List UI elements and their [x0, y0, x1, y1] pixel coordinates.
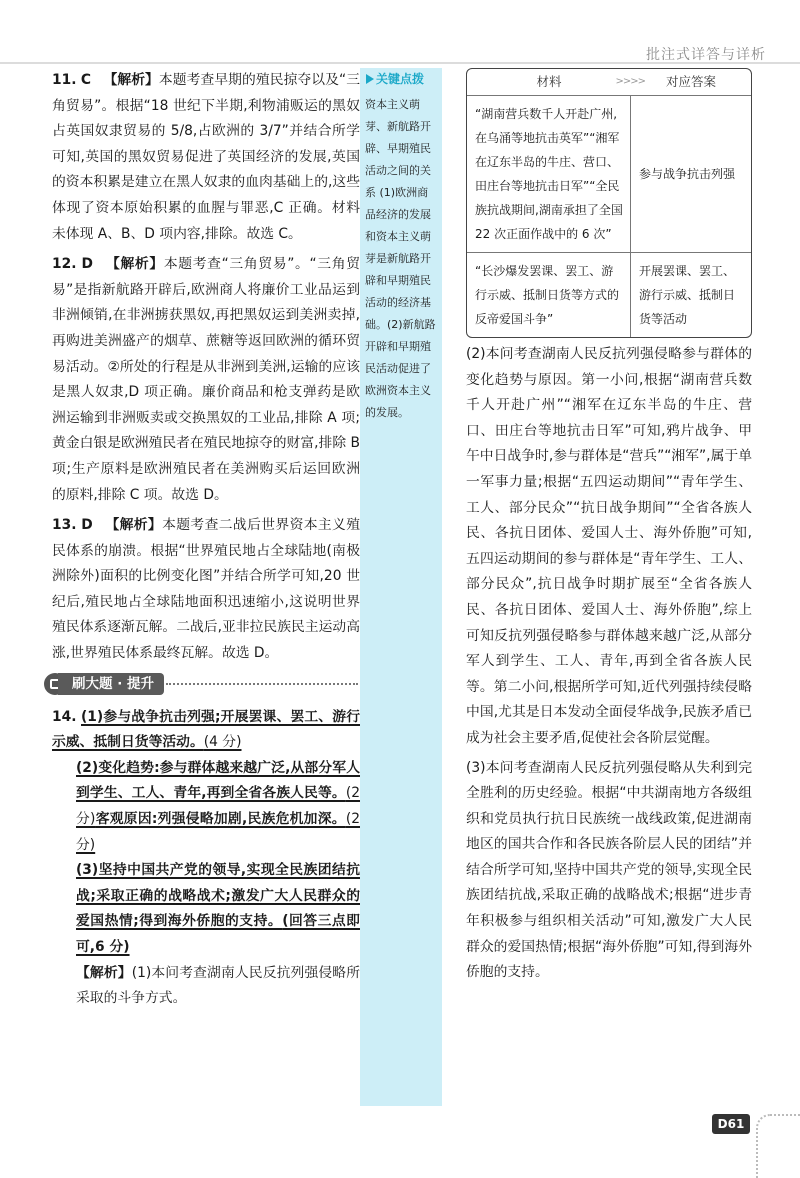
- page-header-title: 批注式详答与详析: [646, 47, 766, 63]
- analysis-part-3: (3)本问考查湖南人民反抗列强侵略从失利到完全胜利的历史经验。根据“中共湖南地方各级组织和党员执行抗日民族统一战线政策,促进湖南地区的国共合作和各民族各阶层人民的团结”并结合所学可知,坚持中国共产党的领导,实现全民族团结抗战,采取正确的战略战术;根据“进步青年积极参与组织相关活动”可知,激发广大人民群众的爱国热情;根据“海外侨胞”可知,得到海外侨胞的支持。: [466, 759, 752, 981]
- right-column: [466, 68, 752, 986]
- question-14: [52, 705, 360, 756]
- question-14-analysis: [52, 961, 360, 1012]
- answer-letter: C: [80, 72, 92, 88]
- analysis-tag: 【解析】: [103, 72, 159, 88]
- table-cell-answer-text: 参与战争抗击列强: [639, 167, 736, 181]
- table-cell-answer-text: 开展罢课、罢工、游行示威、抵制日货等活动: [639, 264, 736, 326]
- side-note-title: 关键点拨: [366, 70, 424, 87]
- analysis-tag: 【解析】: [76, 964, 132, 981]
- answer-letter: D: [81, 517, 93, 534]
- question-11: [52, 68, 360, 247]
- analysis-text: (1)本问考查湖南人民反抗列强侵略所采取的斗争方式。: [76, 964, 361, 1007]
- answer-part-1: (1)参与战争抗击列强;开展罢课、罢工、游行示威、抵制日货等活动。: [52, 708, 360, 751]
- table-cell-material: “长沙爆发罢课、罢工、游行示威、抵制日货等方式的反帝爱国斗争”: [467, 253, 631, 337]
- analysis-tag: 【解析】: [105, 517, 163, 534]
- question-number: 13.: [52, 517, 77, 534]
- side-note-text: 资本主义萌芽、新航路开辟、早期殖民活动之间的关系 (1)欧洲商品经济的发展和资本主义萌芽是新航路开辟和早期殖民活动的经济基础。(2)新航路开辟和早期殖民活动促进了欧洲资本主义的发展。: [365, 98, 436, 419]
- analysis-text: 本题考查二战后世界资本主义殖民体系的崩溃。根据“世界殖民地占全球陆地(南极洲除外)面积的比例变化图”并结合所学可知,20 世纪后,殖民地占全球陆地面积迅速缩小,这说明世界殖民体系逐渐瓦解。二战后,亚非拉民族民主运动高涨,世界殖民体系最终瓦解。故选 D。: [52, 517, 361, 662]
- score: (2 分): [76, 785, 360, 828]
- answer-part-2b: 客观原因:列强侵略加剧,民族危机加深。: [95, 811, 346, 828]
- table-header-answer: 对应答案: [665, 74, 716, 89]
- question-number: 14.: [52, 708, 77, 725]
- table-cell-answer: [631, 253, 751, 337]
- question-13: [52, 513, 360, 667]
- banner-dotted-line: [166, 683, 358, 685]
- table-row: [467, 96, 751, 253]
- section-banner-label: 刷大题 · 提升: [58, 673, 164, 695]
- analysis-tag: 【解析】: [106, 256, 164, 273]
- left-column: [52, 68, 360, 1012]
- analysis-text: 本题考查“三角贸易”。“三角贸易”是指新航路开辟后,欧洲商人将廉价工业品运到非洲倾销,在非洲掳获黑奴,再把黑奴运到美洲卖掉,再购进美洲盛产的烟草、蔗糖等返回欧洲的循环贸易活动。②所处的行程是从非洲到美洲,运输的应该是黑人奴隶,D 项正确。廉价商品和枪支弹药是欧洲运输到非洲贩卖或交换黑奴的工业品,排除 A 项;黄金白银是欧洲殖民者在殖民地掠夺的财富,排除 B 项;生产原料是欧洲殖民者在美洲购买后运回欧洲的原料,排除 C 项。故选 D。: [52, 256, 360, 503]
- answer-part-3: (3)坚持中国共产党的领导,实现全民族团结抗战;采取正确的战略战术;激发广大人民群众的爱国热情;得到海外侨胞的支持。: [76, 862, 360, 930]
- answer-letter: D: [81, 256, 93, 273]
- table-cell-answer: [631, 96, 751, 252]
- score: (2 分): [76, 811, 360, 853]
- question-14-part-2: [52, 756, 360, 858]
- material-answer-table: [466, 68, 752, 338]
- question-12: [52, 252, 360, 508]
- corner-decoration: [756, 1114, 800, 1178]
- question-number: 12.: [52, 256, 77, 273]
- score: (回答三点即可,6 分): [76, 913, 360, 955]
- table-header: [467, 69, 751, 96]
- table-header-material: 材料 >>>>: [467, 69, 631, 95]
- analysis-part-2: (2)本问考查湖南人民反抗列强侵略参与群体的变化趋势与原因。第一小问,根据“湖南营兵数千人开赴广州”“湘军在辽东半岛的牛庄、营口、田庄台等地抗击日军”可知,鸦片战争、甲午中日战争时,参与群体是“营兵”“湘军”,属于单一军事力量;根据“五四运动期间”“青年学生、工人、部分民众”“抗日战争期间”“全省各族人民、各抗日团体、爱国人士、海外侨胞”可知,五四运动期间的参与群体是“青年学生、工人、部分民众”,抗日战争时期扩展至“全省各族人民、各抗日团体、爱国人士、海外侨胞”,综上可知反抗列强侵略参与群体越来越广泛,从部分军人到学生、工人、青年,再到全省各族人民等。第二小问,根据所学可知,近代列强持续侵略中国,尤其是日本发动全面侵华战争,民族矛盾已成为社会主要矛盾,促使社会各阶层觉醒。: [466, 346, 752, 746]
- table-cell-material: “湖南营兵数千人开赴广州,在乌涌等地抗击英军”“湘军在辽东半岛的牛庄、营口、田庄台等地抗击日军”“全民族抗战期间,湖南承担了全国 22 次正面作战中的 6 次”: [467, 96, 631, 252]
- question-14-part-3: [52, 858, 360, 960]
- question-number: 11.: [52, 72, 77, 88]
- section-banner: [44, 671, 362, 699]
- table-row: [467, 253, 751, 337]
- answer-part-2a: (2)变化趋势:参与群体越来越广泛,从部分军人到学生、工人、青年,再到全省各族人民等。: [76, 759, 360, 802]
- page-number: D61: [712, 1114, 750, 1134]
- score: (4 分): [203, 734, 242, 751]
- analysis-text: 本题考查早期的殖民掠夺以及“三角贸易”。根据“18 世纪下半期,利物浦贩运的黑奴占英国奴隶贸易的 5/8,占欧洲的 3/7”并结合所学可知,英国的黑奴贸易促进了英国经济的发展,英国的资本积累是建立在黑人奴隶的血肉基础上的,这些体现了资本原始积累的血腥与罪恶,C 正确。材料未体现 A、B、D 项内容,排除。故选 C。: [52, 72, 361, 242]
- side-note-column: [360, 68, 442, 1106]
